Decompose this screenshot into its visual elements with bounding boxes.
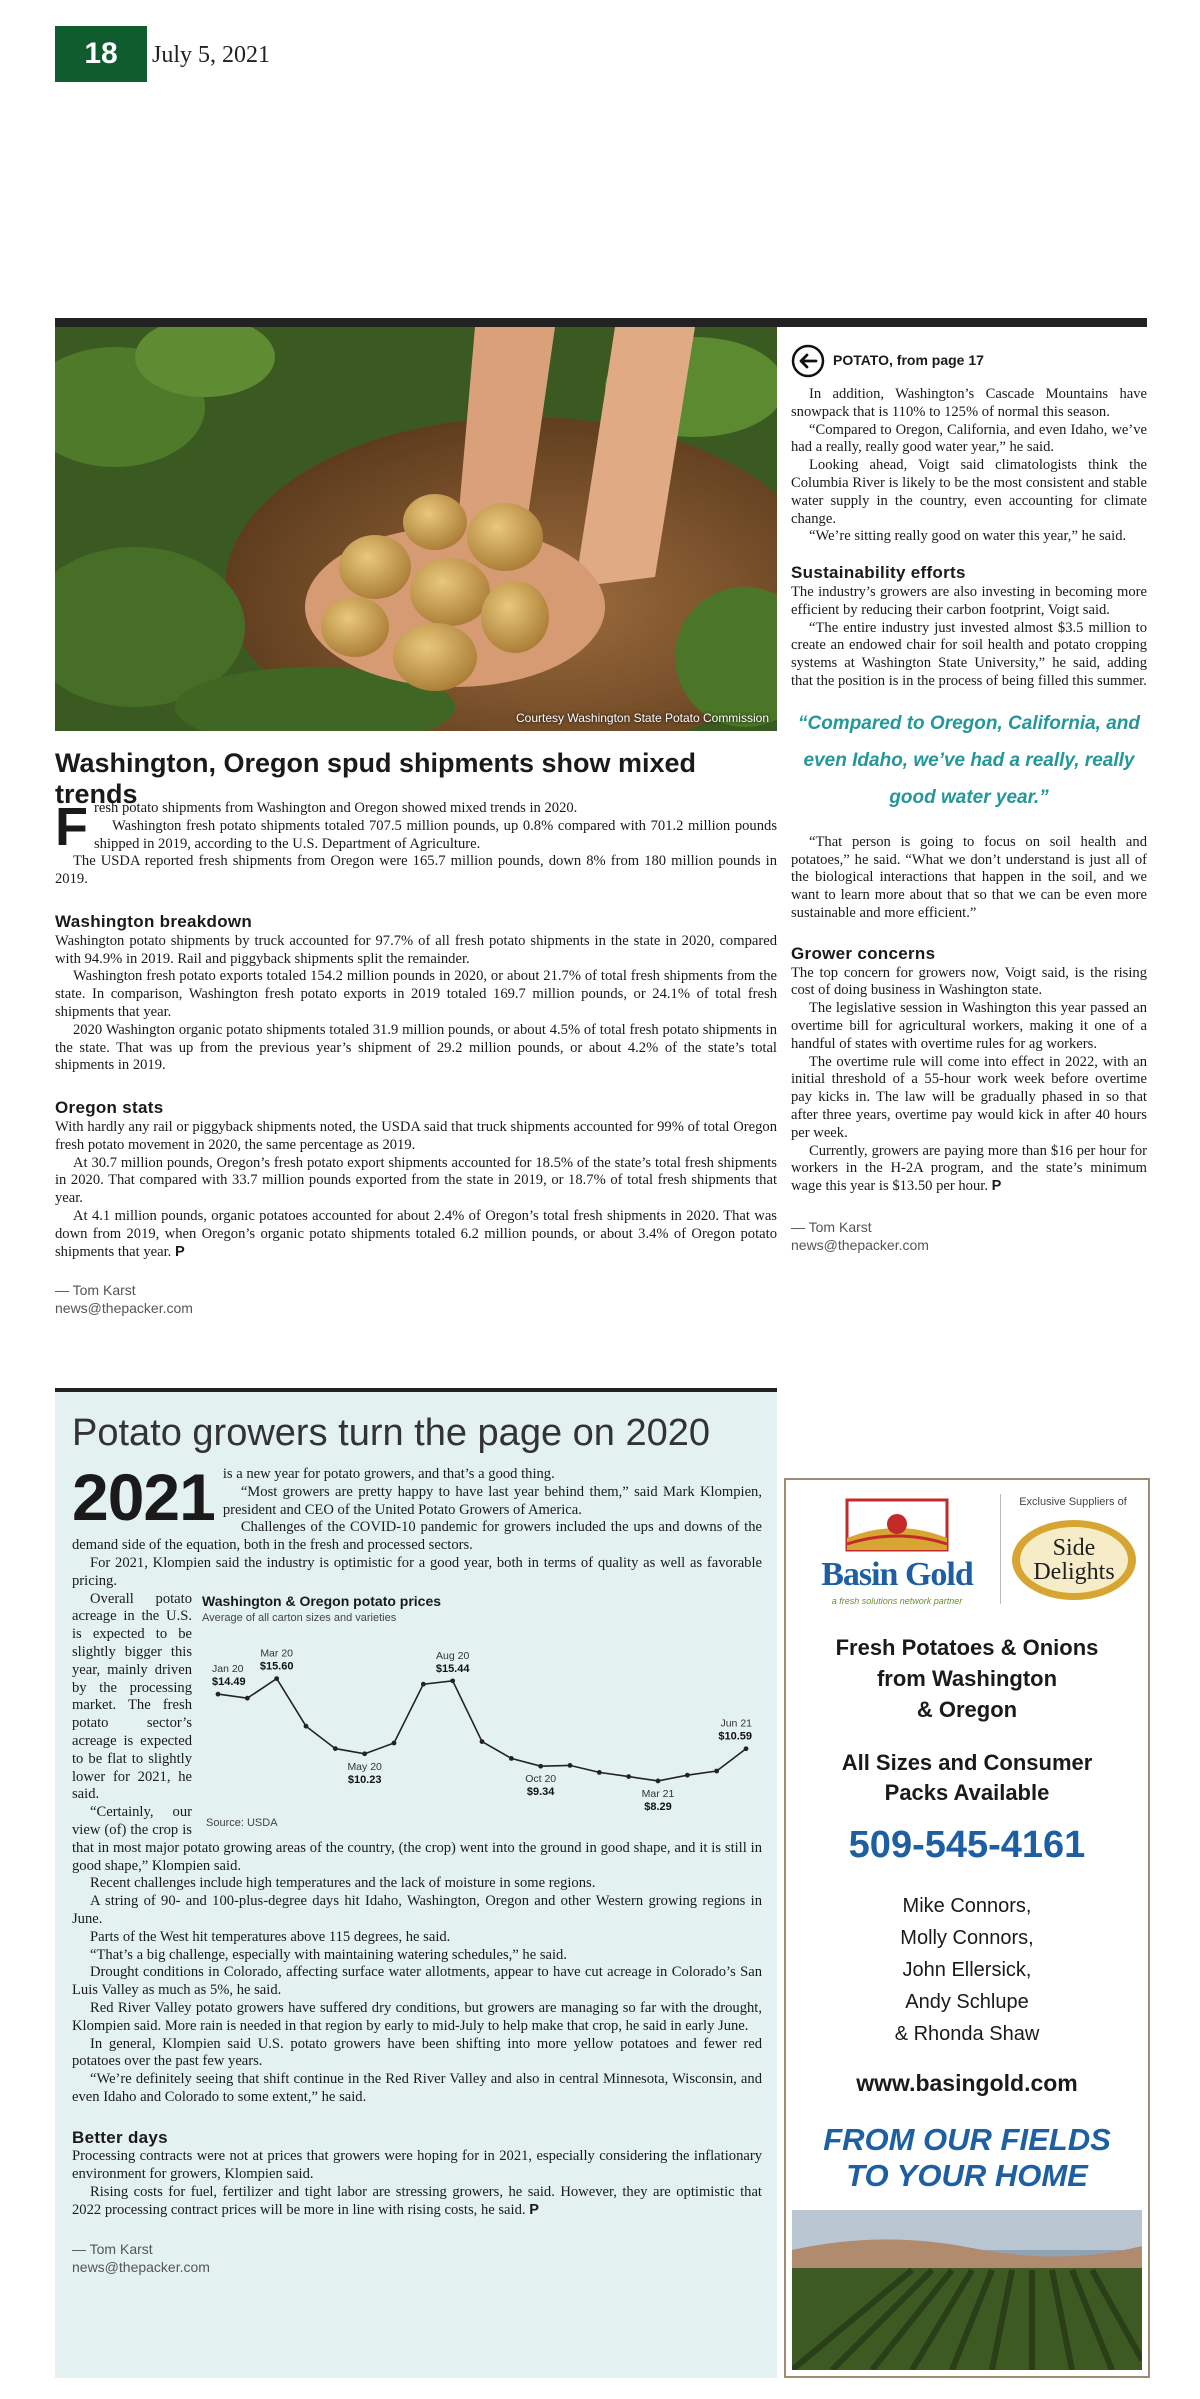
paragraph: With hardly any rail or piggyback shipments noted, the USDA said that truck shipments accounted for 99% of total Oregon fresh potato movement in 2020, the same percentage as 2019.: [55, 1118, 777, 1153]
ad-headline-line: & Oregon: [916, 1697, 1018, 1722]
subhead-oregon: Oregon stats: [55, 1098, 164, 1118]
ad-sizes-line: Packs Available: [884, 1780, 1050, 1805]
ad-headline: [792, 1632, 1142, 1725]
continued-column: [791, 344, 1147, 1254]
data-point: [304, 1723, 309, 1728]
byline-name: — Tom Karst: [791, 1218, 872, 1235]
point-date-label: May 20: [347, 1760, 382, 1773]
data-point: [538, 1763, 543, 1768]
point-value-label: $15.60: [259, 1660, 294, 1673]
subhead-better-days: Better days: [72, 2127, 168, 2147]
data-point: [656, 1778, 661, 1783]
ad-sizes: [792, 1748, 1142, 1808]
data-point: [685, 1772, 690, 1777]
end-mark: P: [991, 1178, 1002, 1195]
paragraph: The top concern for growers now, Voigt said, is the rising cost of doing business in Washington state.: [791, 964, 1147, 999]
top-rule: [55, 318, 1147, 327]
article-headline: Washington, Oregon spud shipments show mixed trends: [55, 748, 697, 809]
contact-name: & Rhonda Shaw: [894, 2023, 1040, 2045]
paragraph-text: At 4.1 million pounds, organic potatoes accounted for about 2.4% of Oregon’s total fresh shipments in 2020. That was down from 2019, when Oregon’s organic potato shipments totaled 6.2 million pounds, or about 3.4% of Oregon potato shipments that year.: [55, 1207, 777, 1260]
price-chart: [202, 1593, 762, 1835]
paragraph: [55, 1208, 777, 1261]
data-point: [392, 1740, 397, 1745]
point-date-label: Jan 20: [212, 1662, 244, 1675]
paragraph: In addition, Washington’s Cascade Mountains have snowpack that is 110% to 125% of normal this season.: [791, 386, 1147, 420]
paragraph: At 30.7 million pounds, Oregon’s fresh potato export shipments accounted for 18.5% of the state’s total fresh shipments in 2020. That compared with 33.7 million pounds exported from the state in 2019, or 18.7% of total fresh shipments that year.: [55, 1154, 777, 1207]
data-point: [274, 1676, 279, 1681]
article2-headline: Potato growers turn the page on 2020: [72, 1412, 711, 1454]
point-date-label: Aug 20: [436, 1649, 470, 1662]
data-point: [744, 1746, 749, 1751]
brand-name: Basin Gold: [821, 1556, 973, 1593]
paragraph: “Certainly, our view (of) the crop is that in most major potato growing areas of the country, (the crop) went into the ground in good shape, and it is still in good shape,” Klompien said.: [72, 1804, 762, 1874]
contact-name: Mike Connors,: [902, 1895, 1032, 1917]
point-date-label: Oct 20: [525, 1772, 557, 1785]
paragraph: The overtime rule will come into effect in 2022, with an initial threshold of a 55-hour work week before overtime pay kicks in. The law will be gradually phased in so that after three years, overtime pay would kick in after 40 hours per week.: [791, 1053, 1147, 1141]
byline-email[interactable]: news@thepacker.com: [72, 2258, 210, 2275]
subhead-washington: Washington breakdown: [55, 911, 253, 931]
paragraph: Looking ahead, Voigt said climatologists think the Columbia River is likely to be the most consistent and stable water supply in the country, even accounting for climate change.: [791, 457, 1147, 527]
back-arrow-icon: [791, 344, 825, 378]
data-point: [568, 1763, 573, 1768]
byline-email[interactable]: news@thepacker.com: [791, 1236, 929, 1253]
paragraph: In general, Klompien said U.S. potato growers have been shifting into more yellow potatoes and fewer red potatoes over the past few years.: [72, 2035, 762, 2070]
ad-slogan-line: TO YOUR HOME: [846, 2158, 1088, 2193]
byline-name: — Tom Karst: [55, 1282, 136, 1299]
ad-headline-line: from Washington: [876, 1666, 1058, 1691]
paragraph: Parts of the West hit temperatures above 115 degrees, he said.: [90, 1928, 451, 1945]
point-date-label: Jun 21: [720, 1717, 752, 1730]
photo-credit: Courtesy Washington State Potato Commission: [515, 711, 769, 725]
byline-email[interactable]: news@thepacker.com: [55, 1300, 193, 1317]
potato-hands-illustration: [55, 327, 777, 731]
paragraph: “That’s a big challenge, especially with maintaining watering schedules,” he said.: [90, 1946, 567, 1963]
basin-gold-ad[interactable]: [784, 1478, 1150, 2378]
point-value-label: $14.49: [212, 1675, 246, 1688]
paragraph: “That person is going to focus on soil health and potatoes,” he said. “What we don’t understand is just all of the biological interactions that happen in the soil, and we want to learn more about that so that we can be even more sustainable and more efficient.”: [791, 833, 1147, 921]
article1-body: [55, 797, 777, 1317]
ad-headline-line: Fresh Potatoes & Onions: [835, 1635, 1099, 1660]
paragraph: The legislative session in Washington this year passed an overtime bill for agricultural workers, making it one of a handful of states with overtime rules for ag workers.: [791, 1000, 1147, 1052]
ad-slogan-line: FROM OUR FIELDS: [823, 2122, 1111, 2157]
side-delights-text-1: Side: [1052, 1535, 1096, 1561]
side-delights-logo: [1012, 1520, 1136, 1600]
line-chart-svg: [202, 1629, 762, 1829]
potato-field-illustration: [792, 2210, 1142, 2370]
paragraph: Washington fresh potato shipments totaled 707.5 million pounds, up 0.8% compared with 701.2 million pounds shipped in 2019, according to the U.S. Department of Agriculture.: [94, 817, 777, 852]
drop-cap: F: [55, 797, 88, 857]
jump-label[interactable]: POTATO, from page 17: [833, 352, 984, 369]
paragraph-text: Currently, growers are paying more than $16 per hour for workers in the H-2A program, and the state’s minimum wage this year is $13.50 per hour.: [791, 1142, 1147, 1195]
contact-name: John Ellersick,: [902, 1959, 1032, 1981]
pull-quote: “Compared to Oregon, California, and even Idaho, we’ve had a really, really good water year.”: [797, 712, 1141, 808]
paragraph: [791, 1143, 1147, 1196]
contact-name: Molly Connors,: [900, 1927, 1034, 1949]
paragraph: The industry’s growers are also investing in becoming more efficient by reducing their carbon footprint, Voigt said.: [791, 583, 1147, 618]
paragraph: Processing contracts were not at prices that growers were hoping for in 2021, especially considering the inflationary environment for growers, Klompien said.: [72, 2148, 762, 2183]
paragraph: Red River Valley potato growers have suffered dry conditions, but growers are managing so far with the drought, Klompien said. More rain is needed in that region by early to mid-July to help make that crop, he said in early June.: [72, 1999, 762, 2034]
data-point: [480, 1739, 485, 1744]
point-value-label: $15.44: [435, 1662, 470, 1675]
paragraph: is a new year for potato growers, and that’s a good thing.: [222, 1466, 555, 1482]
side-delights-text-2: Delights: [1033, 1559, 1115, 1585]
paragraph-text: Rising costs for fuel, fertilizer and tight labor are stressing growers, he said. However, they are optimistic that 2022 processing contract prices will be more in line with rising costs, he said.: [72, 2184, 762, 2218]
end-mark: P: [174, 1243, 185, 1260]
point-value-label: $10.23: [347, 1773, 382, 1786]
ad-contacts: [792, 1890, 1142, 2050]
ad-slogan: [792, 2122, 1142, 2194]
price-series-line: [218, 1678, 746, 1780]
paragraph: Washington potato shipments by truck accounted for 97.7% of all fresh potato shipments in the state in 2020, compared with 94.9% in 2019. Rail and piggyback shipments split the remainder.: [55, 932, 777, 967]
ad-sizes-line: All Sizes and Consumer: [841, 1750, 1093, 1775]
paragraph: Recent challenges include high temperatures and the lack of moisture in some regions.: [90, 1875, 596, 1892]
chart-source: Source: USDA: [206, 1816, 278, 1829]
data-point: [216, 1691, 221, 1696]
byline-name: — Tom Karst: [72, 2240, 153, 2257]
data-point: [714, 1768, 719, 1773]
page-number: 18: [55, 26, 147, 82]
point-date-label: Mar 21: [641, 1787, 675, 1800]
data-point: [245, 1695, 250, 1700]
ad-phone[interactable]: 509-545-4161: [848, 1824, 1086, 1866]
logo-divider: [1000, 1494, 1001, 1604]
paragraph: 2020 Washington organic potato shipments totaled 31.9 million pounds, or about 4.5% of total fresh potato shipments in the state. That was up from the previous year’s shipment of 29.2 million pounds, or about 4.2% of the state’s total shipments in 2019.: [55, 1021, 777, 1074]
ad-website[interactable]: www.basingold.com: [856, 2070, 1078, 2096]
paragraph: Washington fresh potato exports totaled 154.2 million pounds in 2020, or about 21.7% of total fresh shipments from the state. In comparison, Washington fresh potato exports in 2019 totaled 169.7 million pounds, or 24.1% of total fresh shipments that year.: [55, 968, 777, 1020]
paragraph: resh potato shipments from Washington and Oregon showed mixed trends in 2020.: [94, 800, 578, 816]
issue-date: July 5, 2021: [152, 42, 271, 68]
paragraph: “We’re sitting really good on water this year,” he said.: [809, 528, 1127, 545]
paragraph: A string of 90- and 100-plus-degree days hit Idaho, Washington, Oregon and other Western growing regions in June.: [72, 1893, 762, 1927]
paragraph: “Most growers are pretty happy to have last year behind them,” said Mark Klompien, president and CEO of the United Potato Growers of America.: [222, 1483, 762, 1518]
data-point: [597, 1770, 602, 1775]
data-point: [626, 1774, 631, 1779]
paragraph: Challenges of the COVID-10 pandemic for growers included the ups and downs of the demand side of the equation, both in the fresh and processed sectors.: [72, 1519, 762, 1554]
brand-sub: a fresh solutions network partner: [831, 1596, 963, 1606]
big-year: 2021: [72, 1460, 215, 1534]
point-value-label: $9.34: [526, 1785, 555, 1798]
potato-photo: [55, 327, 777, 731]
data-point: [509, 1756, 514, 1761]
chart-title: Washington & Oregon potato prices: [202, 1592, 442, 1609]
subhead-sustainability: Sustainability efforts: [791, 563, 966, 583]
chart-subtitle: Average of all carton sizes and varieties: [202, 1612, 397, 1625]
data-point: [450, 1678, 455, 1683]
sun-hills-logo-icon: [817, 1498, 977, 1554]
article2-body: [72, 1460, 762, 2276]
paragraph: “We’re definitely seeing that shift continue in the Red River Valley and also in central Minnesota, Wisconsin, and even Idaho and Colorado to some extent,” he said.: [72, 2071, 762, 2105]
data-point: [421, 1681, 426, 1686]
paragraph: The USDA reported fresh shipments from Oregon were 165.7 million pounds, down 8% from 180 million pounds in 2019.: [55, 853, 777, 888]
contact-name: Andy Schlupe: [905, 1991, 1029, 2013]
jump-header: [791, 344, 1147, 378]
paragraph: “The entire industry just invested almost $3.5 million to create an endowed chair for soil health and potato cropping systems at Washington State University,” he said, adding that the position is in the process of being filled this summer.: [791, 619, 1147, 689]
point-value-label: $10.59: [718, 1730, 752, 1743]
data-point: [362, 1751, 367, 1756]
paragraph: Overall potato acreage in the U.S. is expected to be slightly bigger this year, mainly driven by the processing market. The fresh potato sector’s acreage is expected to be flat to slightly lower for 2021, he said.: [72, 1590, 192, 1803]
data-point: [333, 1746, 338, 1751]
paragraph: “Compared to Oregon, California, and even Idaho, we’ve had a really, really good water year,” he said.: [791, 421, 1147, 456]
ad-content: [792, 1486, 1142, 2370]
exclusive-tagline: Exclusive Suppliers of: [1019, 1496, 1127, 1508]
end-mark: P: [529, 2201, 539, 2218]
basin-gold-logo: [792, 1486, 1002, 1616]
paragraph: Drought conditions in Colorado, affecting surface water allotments, appear to have cut acreage in Colorado’s San Luis Valley as much as 5%, he said.: [72, 1964, 762, 1999]
field-photo: [792, 2210, 1142, 2370]
point-date-label: Mar 20: [260, 1647, 294, 1660]
point-value-label: $8.29: [644, 1800, 672, 1813]
subhead-grower-concerns: Grower concerns: [791, 943, 936, 963]
paragraph: For 2021, Klompien said the industry is optimistic for a good year, both in terms of quality as well as favorable pricing.: [72, 1554, 762, 1589]
paragraph: [72, 2184, 762, 2220]
